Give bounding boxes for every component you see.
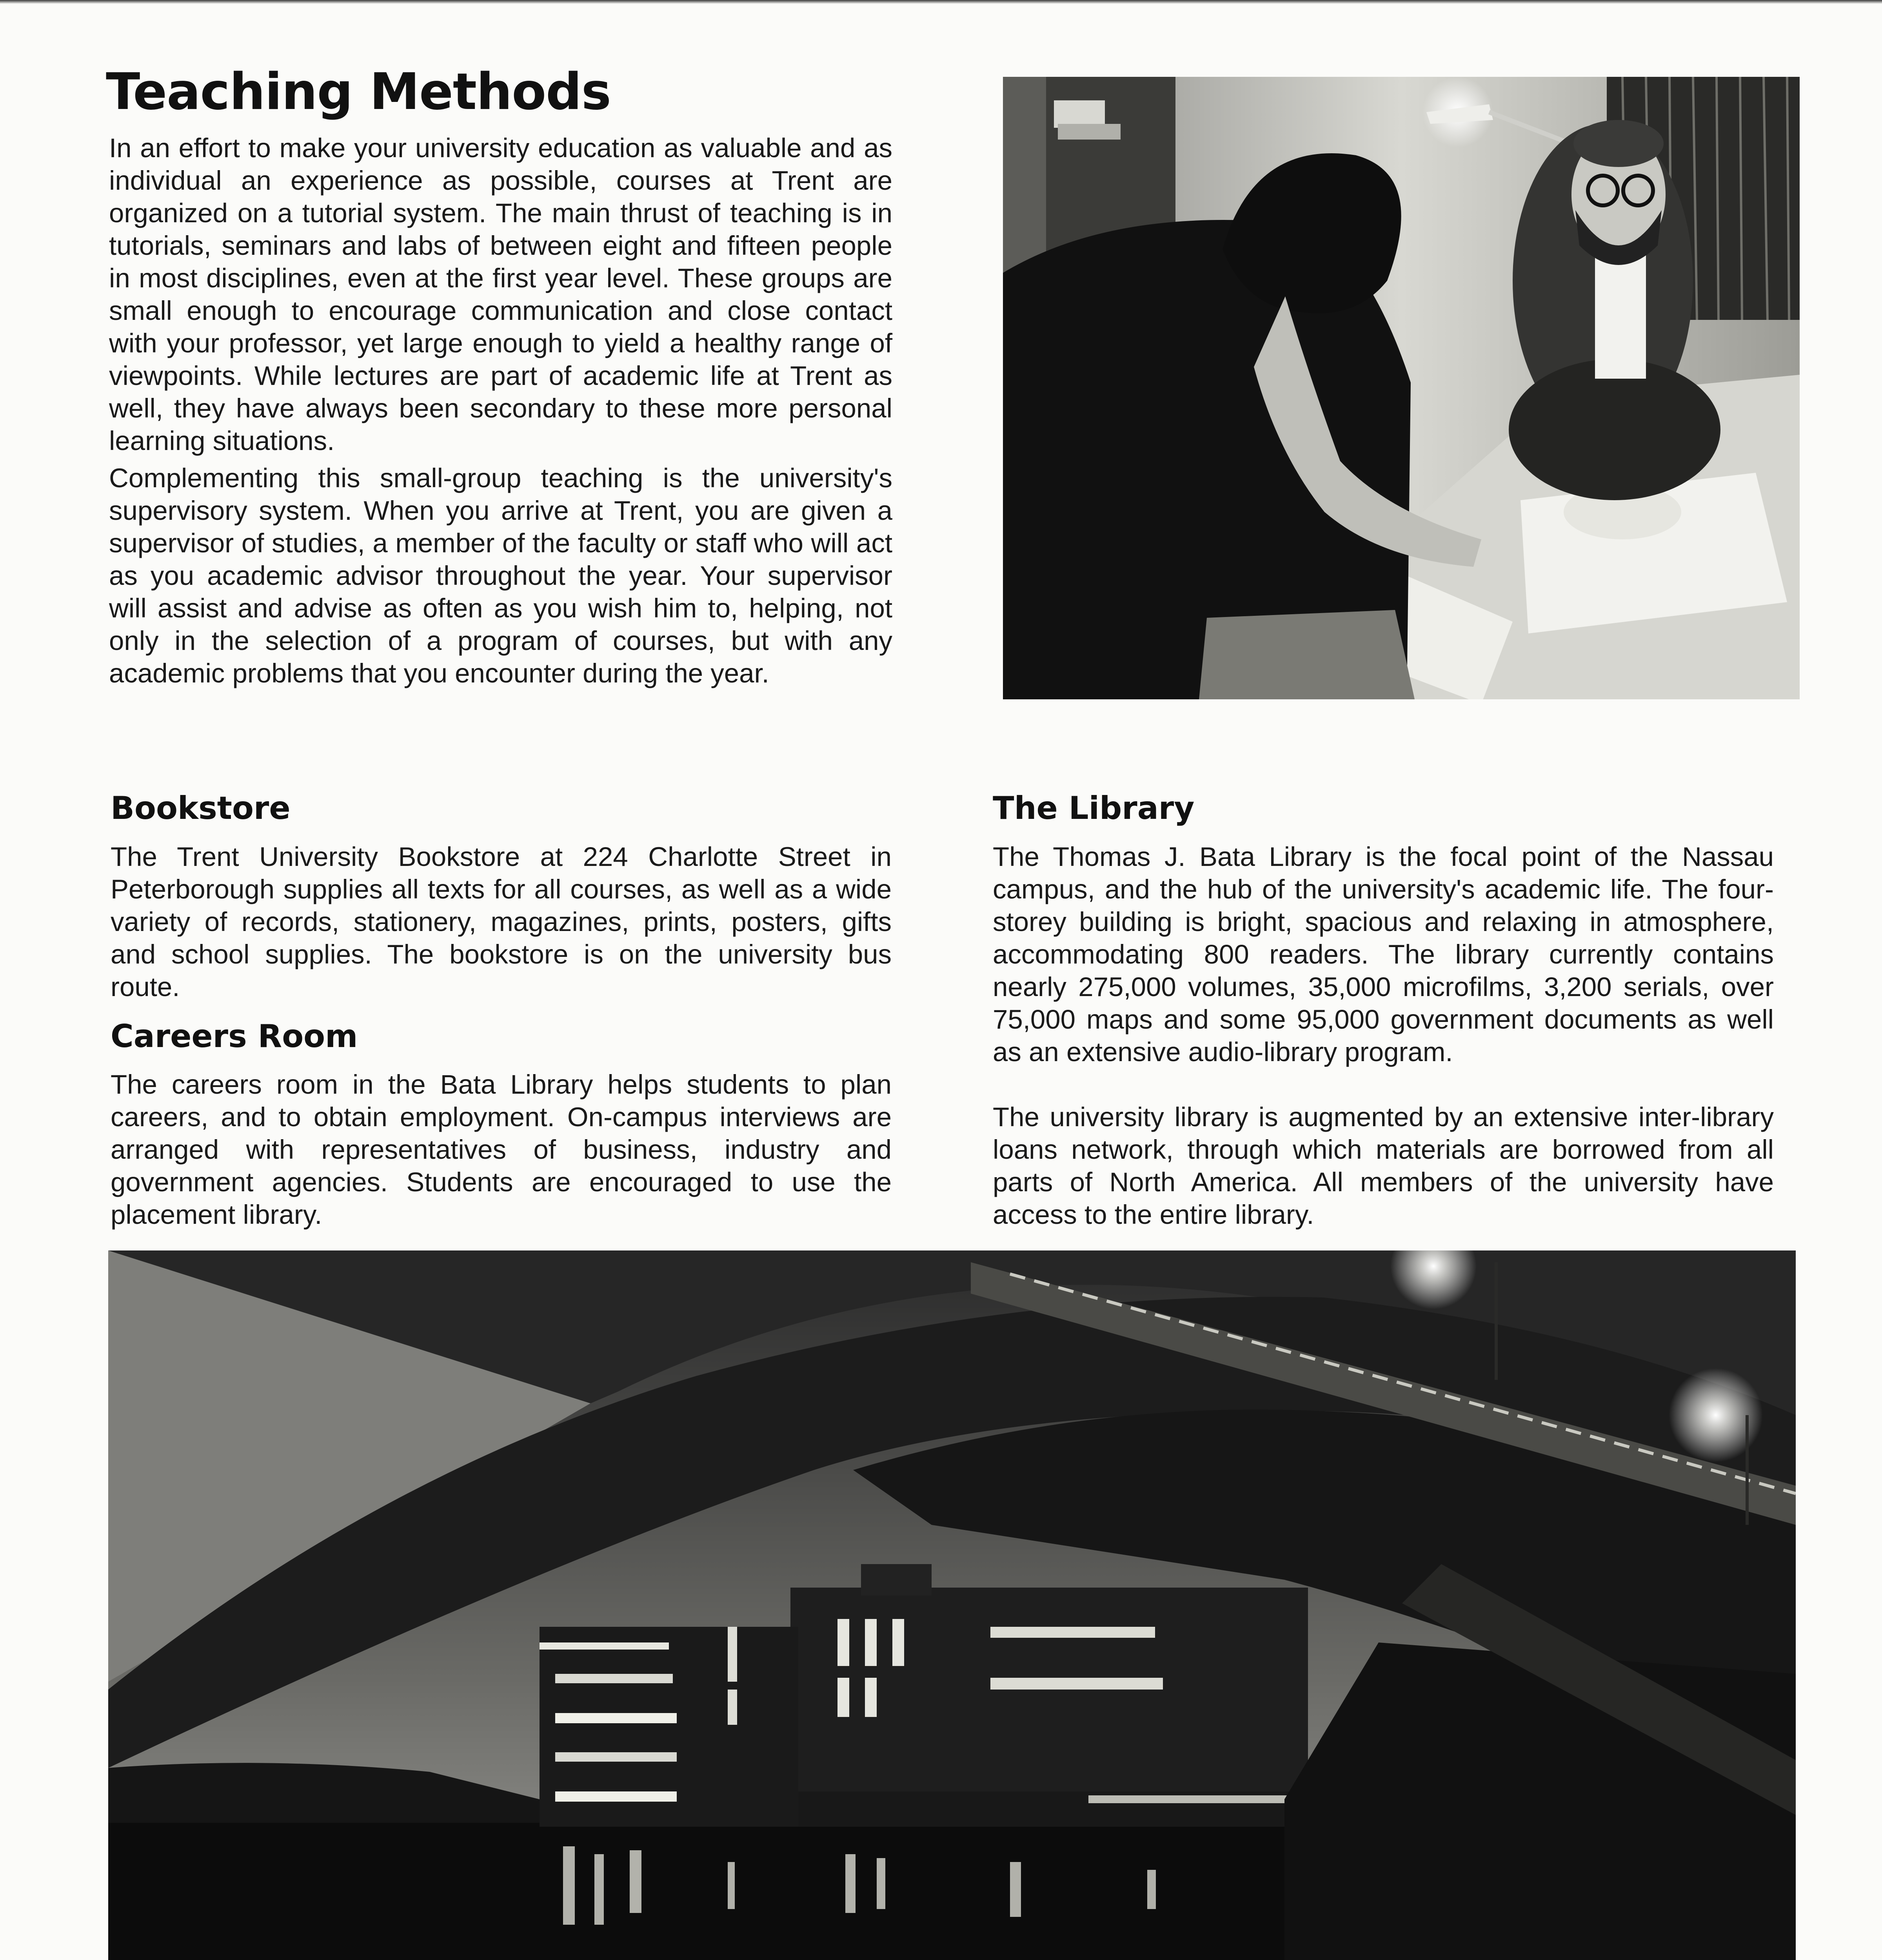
library-heading: The Library bbox=[993, 790, 1195, 826]
teaching-methods-heading: Teaching Methods bbox=[106, 63, 611, 121]
teaching-methods-text bbox=[109, 132, 892, 690]
teaching-paragraph-2: Complementing this small-group teaching is the university's supervisory system. When you arrive at Trent, you are given a supervisor of studies, a member of the faculty or staff who will act as you academic advisor throughout the year. Your supervisor will assist and advise as often as you wish him to, helping, not only in the selection of a program of courses, but with any academic problems that you encounter during the year. bbox=[109, 463, 892, 688]
library-text bbox=[993, 840, 1774, 1231]
page-top-edge bbox=[0, 0, 1882, 4]
library-night-photo bbox=[108, 1250, 1796, 1960]
bookstore-text: The Trent University Bookstore at 224 Charlotte Street in Peterborough supplies all texts for all courses, as well as a wide variety of records, stationery, magazines, prints, posters, gifts and school supplies. The bookstore is on the university bus route. bbox=[111, 842, 892, 1002]
library-paragraph-1: The Thomas J. Bata Library is the focal point of the Nassau campus, and the hub of the university's academic life. The four-storey building is bright, spacious and relaxing in atmosphere, accommodating 800 readers. The library currently contains nearly 275,000 volumes, 35,000 microfilms, 3,200 serials, over 75,000 maps and some 95,000 government documents as well as an extensive audio-library program. bbox=[993, 842, 1774, 1067]
careers-paragraph: The careers room in the Bata Library helps students to plan careers, and to obtain employment. On-campus interviews are arranged with representatives of business, industry and government agencies. Students are encouraged to use the placement library. bbox=[111, 1069, 892, 1230]
teaching-paragraph-1: In an effort to make your university education as valuable and as individual an experience as possible, courses at Trent are organized on a tutorial system. The main thrust of teaching is in tutorials, seminars and labs of between eight and fifteen people in most disciplines, even at the first year level. These groups are small enough to encourage communication and close contact with your professor, yet large enough to yield a healthy range of viewpoints. While lectures are part of academic life at Trent as well, they have always been secondary to these more personal learning situations. bbox=[109, 133, 892, 456]
tutorial-photo bbox=[1003, 77, 1800, 699]
careers-room-heading: Careers Room bbox=[111, 1018, 358, 1054]
library-paragraph-2: The university library is augmented by an extensive inter-library loans network, through which materials are borrowed from all parts of North America. All members of the university have access to the entire library. bbox=[993, 1102, 1774, 1230]
bookstore-heading: Bookstore bbox=[111, 790, 291, 826]
careers-room-text bbox=[111, 1068, 892, 1231]
